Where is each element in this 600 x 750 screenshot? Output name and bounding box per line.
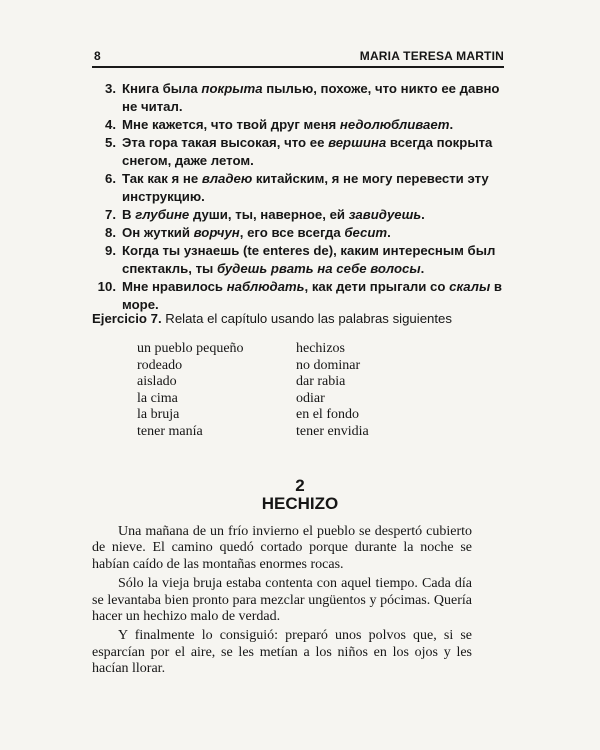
highlighted-word: покрыта bbox=[201, 81, 263, 96]
sentence-number: 4. bbox=[105, 117, 116, 132]
sentence-text: . bbox=[449, 117, 454, 132]
sentence-text: Эта гора такая высокая, что ее bbox=[122, 135, 329, 150]
sentence-text: в море. bbox=[122, 279, 503, 312]
sentence-number: 3. bbox=[105, 81, 116, 96]
sentence-text: всегда покрыта снегом, даже летом. bbox=[122, 135, 493, 168]
highlighted-word: скалы bbox=[449, 279, 491, 294]
word-column-right bbox=[296, 341, 369, 440]
russian-sentence bbox=[92, 224, 512, 242]
sentence-number: 7. bbox=[105, 207, 116, 222]
sentence-text: Когда ты узнаешь (te enteres de), каким интересным был спектакль, ты bbox=[122, 243, 496, 276]
highlighted-word: завидуешь bbox=[348, 207, 422, 222]
paragraph: Y finalmente lo consiguió: preparó unos polvos que, si se esparcían por el aire, se les metían a los niños en los ojos y les hacían llorar. bbox=[92, 628, 472, 677]
word-item: tener envidia bbox=[296, 423, 369, 439]
sentence-number: 5. bbox=[105, 135, 116, 150]
word-item: la cima bbox=[137, 390, 178, 406]
sentence-number: 6. bbox=[105, 171, 116, 186]
russian-sentence bbox=[92, 80, 512, 116]
sentence-number: 8. bbox=[105, 225, 116, 240]
sentence-text: души, ты, наверное, ей bbox=[189, 207, 349, 222]
sentence-text: , как дети прыгали со bbox=[304, 279, 450, 294]
word-item: dar rabia bbox=[296, 374, 346, 389]
sentence-text: . bbox=[421, 207, 425, 222]
russian-sentence bbox=[92, 206, 512, 224]
russian-sentence bbox=[92, 116, 512, 134]
exercise-heading bbox=[92, 311, 512, 326]
word-item: la bruja bbox=[137, 407, 180, 422]
highlighted-word: вершина bbox=[328, 135, 387, 150]
sentence-number: 9. bbox=[105, 243, 116, 258]
sentence-text: Мне кажется, что твой друг меня bbox=[122, 117, 340, 132]
page-header bbox=[92, 46, 504, 68]
russian-sentence bbox=[92, 242, 512, 278]
word-item: odiar bbox=[296, 390, 325, 406]
highlighted-word: владею bbox=[201, 171, 253, 186]
highlighted-word: будешь рвать на себе волосы bbox=[217, 261, 421, 276]
russian-sentence bbox=[92, 278, 512, 314]
chapter-text bbox=[92, 524, 472, 681]
word-item: aislado bbox=[137, 374, 177, 389]
running-head-author: MARIA TERESA MARTIN bbox=[359, 49, 504, 63]
sentence-text: . bbox=[420, 261, 425, 276]
paragraph: Una mañana de un frío invierno el pueblo se despertó cubierto de nieve. El camino quedó cortado porque durante la noche se habían caído de las montañas enormes rocas. bbox=[92, 524, 472, 572]
word-column-left bbox=[137, 341, 244, 440]
highlighted-word: глубине bbox=[135, 207, 190, 222]
page-number: 8 bbox=[94, 49, 101, 63]
sentence-text: Так как я не bbox=[122, 171, 202, 186]
word-item: rodeado bbox=[137, 357, 183, 373]
sentence-text: Он жуткий bbox=[122, 225, 194, 240]
sentence-text: Мне нравилось bbox=[122, 279, 227, 294]
sentence-number: 10. bbox=[97, 279, 116, 294]
word-item: un pueblo pequeño bbox=[137, 341, 244, 356]
sentence-text: Книга была bbox=[122, 81, 202, 96]
chapter-number: 2 bbox=[295, 476, 305, 495]
sentence-text: . bbox=[387, 225, 391, 240]
sentence-text: пылью, похоже, что никто ее давно не читал. bbox=[122, 81, 500, 114]
exercise-label: Ejercicio 7. bbox=[92, 311, 162, 326]
word-item: no dominar bbox=[296, 357, 361, 373]
word-item: tener manía bbox=[137, 423, 203, 439]
sentence-text: , его все всегда bbox=[239, 225, 345, 240]
paragraph: Sólo la vieja bruja estaba contenta con aquel tiempo. Cada día se levantaba bien pronto para mezclar ungüentos y pócimas. Quería hacer un hechizo malo de verdad. bbox=[92, 576, 472, 625]
highlighted-word: наблюдать bbox=[226, 279, 305, 294]
russian-sentence-list bbox=[92, 80, 512, 314]
russian-sentence bbox=[92, 170, 512, 206]
sentence-text: В bbox=[122, 207, 136, 222]
highlighted-word: недолюбливает bbox=[339, 117, 450, 132]
russian-sentence bbox=[92, 134, 512, 170]
highlighted-word: ворчун bbox=[193, 225, 240, 240]
word-item: hechizos bbox=[296, 341, 345, 356]
exercise-instruction: Relata el capítulo usando las palabras siguientes bbox=[161, 311, 452, 326]
word-item: en el fondo bbox=[296, 407, 359, 422]
sentence-text: китайским, я не могу перевести эту инструкцию. bbox=[122, 171, 489, 204]
chapter-title: HECHIZO bbox=[261, 494, 339, 513]
highlighted-word: бесит bbox=[344, 225, 388, 240]
